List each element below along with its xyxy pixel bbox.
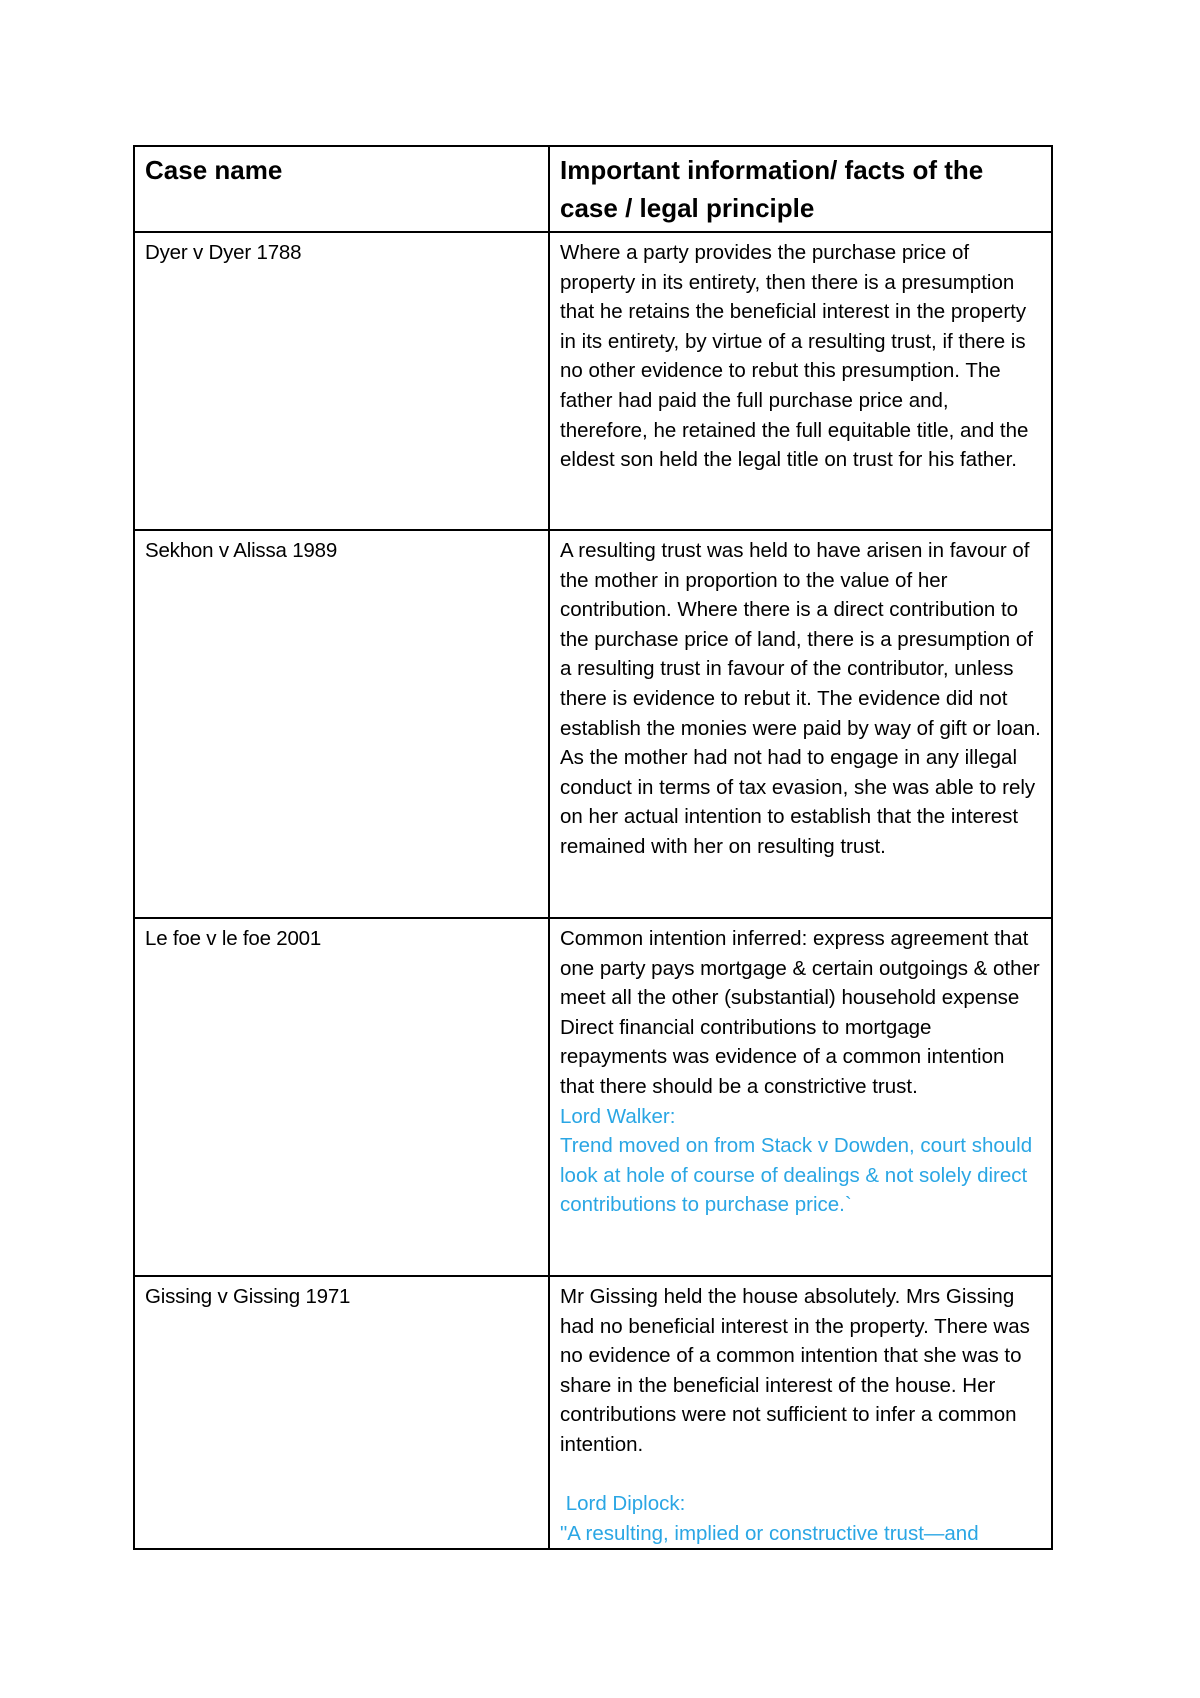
judge-comment: Trend moved on from Stack v Dowden, court should look at hole of course of dealings & not solely direct contributions to purchase price.` xyxy=(560,1134,1033,1217)
header-important-information: Important information/ facts of the case / legal principle xyxy=(549,146,1052,232)
case-info-cell xyxy=(549,918,1052,1276)
case-info-cell xyxy=(549,1276,1052,1549)
case-name-cell: Dyer v Dyer 1788 xyxy=(134,232,549,530)
header-case-name: Case name xyxy=(134,146,549,232)
table-row xyxy=(134,232,1052,530)
judge-heading: Lord Diplock: xyxy=(560,1492,686,1516)
case-info-text: Where a party provides the purchase price of property in its entirety, then there is a presumption that he retains the beneficial interest in the property in its entirety, by virtue of a resulting trust, if there is no other evidence to rebut this presumption. The father had paid the full purchase price and, therefore, he retained the full equitable title, and the eldest son held the legal title on trust for his father. xyxy=(560,241,1029,472)
case-info-text: A resulting trust was held to have arisen in favour of the mother in proportion to the value of her contribution. Where there is a direct contribution to the purchase price of land, there is a presumption of a resulting trust in favour of the contributor, unless there is evidence to rebut it. The evidence did not establish the monies were paid by way of gift or loan. As the mother had not had to engage in any illegal conduct in terms of tax evasion, she was able to rely on her actual intention to establish that the interest remained with her on resulting trust. xyxy=(560,539,1041,858)
table-row xyxy=(134,530,1052,918)
case-info-text-2: Direct financial contributions to mortgage repayments was evidence of a common intention that there should be a constrictive trust. xyxy=(560,1015,1005,1098)
case-name-cell: Le foe v le foe 2001 xyxy=(134,918,549,1276)
case-info-cell xyxy=(549,530,1052,918)
case-name-cell: Gissing v Gissing 1971 xyxy=(134,1276,549,1549)
table-header-row xyxy=(134,146,1052,232)
case-info-cell xyxy=(549,232,1052,530)
paragraph-gap xyxy=(560,1460,1041,1490)
table-row xyxy=(134,1276,1052,1549)
case-info-text: Common intention inferred: express agreement that one party pays mortgage & certain outgoings & other meet all the other (substantial) household expense xyxy=(560,927,1040,1010)
judge-quote: "A resulting, implied or constructive trust—and xyxy=(560,1521,979,1545)
case-info-text: Mr Gissing held the house absolutely. Mrs Gissing had no beneficial interest in the property. There was no evidence of a common intention that she was to share in the beneficial interest of the house. Her contributions were not sufficient to infer a common intention. xyxy=(560,1285,1030,1456)
case-name-cell: Sekhon v Alissa 1989 xyxy=(134,530,549,918)
table-row xyxy=(134,918,1052,1276)
judge-heading: Lord Walker: xyxy=(560,1104,676,1128)
case-table xyxy=(133,145,1053,1550)
